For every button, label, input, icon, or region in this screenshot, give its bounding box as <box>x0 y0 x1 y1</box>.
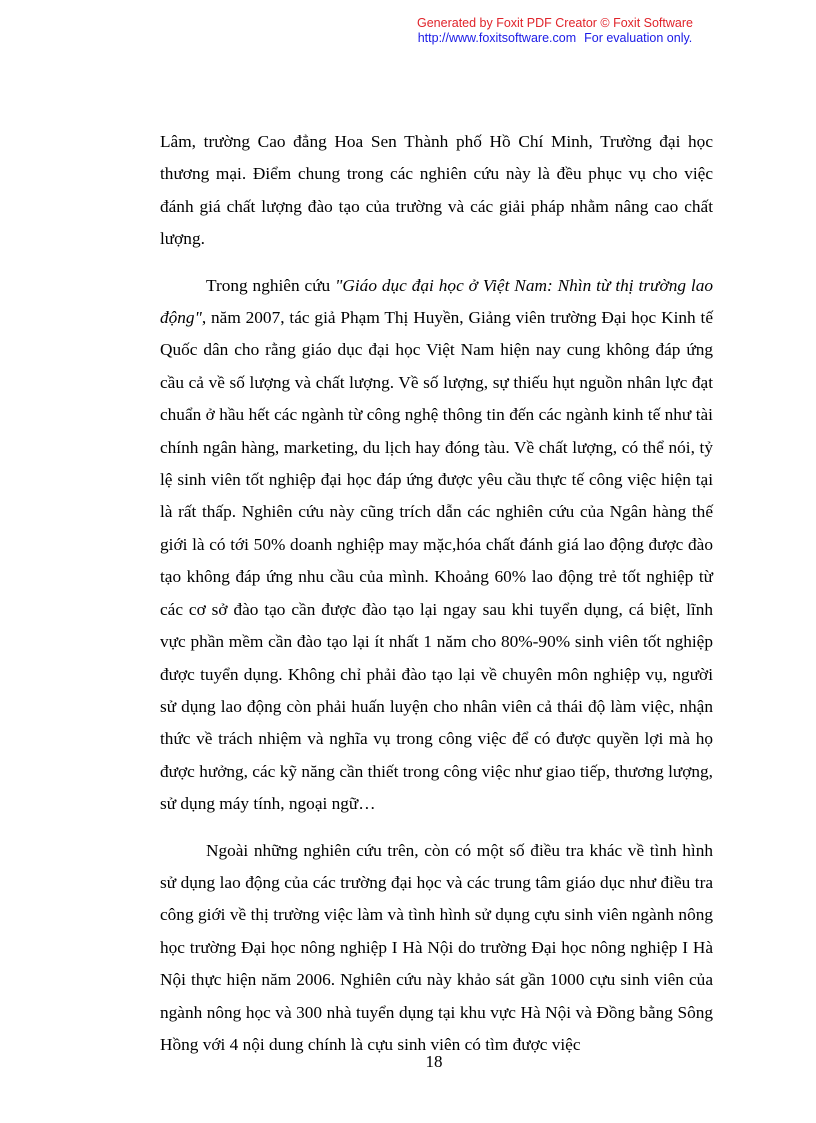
paragraph-2-lead: Trong nghiên cứu <box>206 275 336 295</box>
page-number: 18 <box>425 1052 443 1071</box>
paragraph-2-rest: , năm 2007, tác giả Phạm Thị Huyền, Giảng viên trường Đại học Kinh tế Quốc dân cho rằng giáo dục đại học Việt Nam hiện nay cung không đáp ứng cầu cả về số lượng và chất lượng. Về số lượng, sự thiếu hụt nguồn nhân lực đạt chuẩn ở hầu hết các ngành từ công nghệ thông tin đến các ngành kinh tế như tài chính ngân hàng, marketing, du lịch hay đóng tàu. Về chất lượng, có thể nói, tỷ lệ sinh viên tốt nghiệp đại học đáp ứng được yêu cầu thực tế công việc hiện tại là rất thấp. Nghiên cứu này cũng trích dẫn các nghiên cứu của Ngân hàng thế giới là có tới 50% doanh nghiệp may mặc,hóa chất đánh giá lao động được đào tạo không đáp ứng nhu cầu của mình. Khoảng 60% lao động trẻ tốt nghiệp từ các cơ sở đào tạo cần được đào tạo lại ngay sau khi tuyển dụng, cá biệt, lĩnh vực phần mềm cần đào tạo lại ít nhất 1 năm cho 80%-90% sinh viên tốt nghiệp được tuyển dụng. Không chỉ phải đào tạo lại về chuyên môn nghiệp vụ, người sử dụng lao động còn phải huấn luyện cho nhân viên cả thái độ làm việc, nhận thức về trách nhiệm và nghĩa vụ trong công việc để có được quyền lợi mà họ được hưởng, các kỹ năng cần thiết trong công việc như giao tiếp, thương lượng, sử dụng máy tính, ngoại ngữ… <box>160 308 713 814</box>
watermark-evaluation-note: For evaluation only. <box>584 31 693 45</box>
watermark-url: http://www.foxitsoftware.com <box>417 31 577 45</box>
watermark-line2 <box>400 31 710 46</box>
foxit-watermark <box>400 16 710 46</box>
paragraph-2-cited-title: "Giáo dục đại học ở Việt Nam: Nhìn từ thị trường lao động" <box>160 275 713 328</box>
watermark-generator-text: Generated by Foxit PDF Creator © Foxit Software <box>417 16 693 30</box>
paragraph-1: Lâm, trường Cao đẳng Hoa Sen Thành phố Hồ Chí Minh, Trường đại học thương mại. Điểm chung trong các nghiên cứu này là đều phục vụ cho việc đánh giá chất lượng đào tạo của trường và các giải pháp nhằm nâng cao chất lượng. <box>160 132 713 249</box>
document-body <box>160 126 713 1061</box>
paragraph-2 <box>160 270 713 821</box>
paragraph-3: Ngoài những nghiên cứu trên, còn có một số điều tra khác về tình hình sử dụng lao động của các trường đại học và các trung tâm giáo dục như điều tra công giới về thị trường việc làm và tình hình sử dụng cựu sinh viên ngành nông học trường Đại học nông nghiệp I Hà Nội do trường Đại học nông nghiệp I Hà Nội thực hiện năm 2006. Nghiên cứu này khảo sát gần 1000 cựu sinh viên của ngành nông học và 300 nhà tuyển dụng tại khu vực Hà Nội và Đồng bằng Sông Hồng với 4 nội dung chính là cựu sinh viên có tìm được việc <box>160 840 713 1054</box>
